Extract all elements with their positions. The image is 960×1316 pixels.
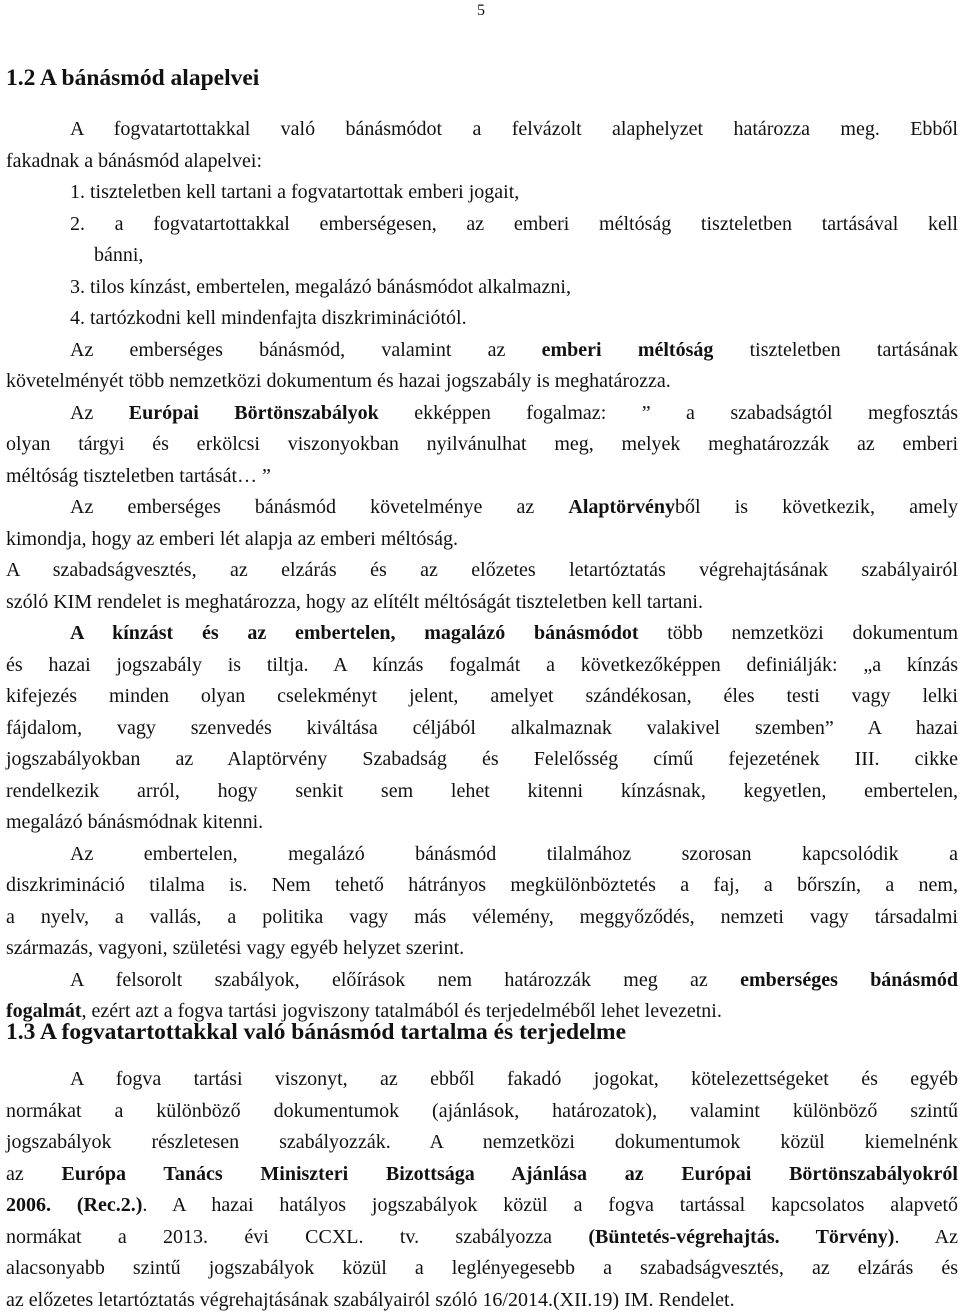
section-body-1-3: [6, 1064, 958, 1316]
section-heading-1-2: 1.2 A bánásmód alapelvei: [6, 63, 259, 93]
paragraph-intro-line: fakadnak a bánásmód alapelvei:: [6, 146, 958, 178]
principle-list-item: 1. tiszteletben kell tartani a fogvatartottak emberi jogait,: [6, 177, 958, 209]
paragraph-line: méltóság tiszteletben tartását… ”: [6, 461, 958, 493]
paragraph-line: [6, 1159, 958, 1191]
paragraph-line: A szabadságvesztés, az elzárás és az előzetes letartóztatás végrehajtásának szabályairól: [6, 555, 958, 587]
page-number: 5: [477, 2, 485, 20]
paragraph-line: [6, 1222, 958, 1254]
paragraph-line: A fogva tartási viszonyt, az ebből fakadó jogokat, kötelezettségeket és egyéb: [6, 1064, 958, 1096]
text-run: ből is következik, amely: [675, 496, 958, 518]
paragraph-line: [6, 1190, 958, 1222]
section-body-1-2: [6, 114, 958, 1028]
paragraph-line: [6, 618, 958, 650]
text-run: ekképpen fogalmaz: ” a szabadságtól megfosztás: [379, 402, 958, 424]
paragraph-line: az előzetes letartóztatás végrehajtásának szabályairól szóló 16/2014.(XII.19) IM. Rendelet.: [6, 1285, 958, 1316]
emphasis-text: emberséges bánásmód: [740, 969, 958, 991]
paragraph-line: és hazai jogszabály is tiltja. A kínzás fogalmát a következőképpen definiálják: „a kínzás: [6, 650, 958, 682]
paragraph-line: a nyelv, a vallás, a politika vagy más vélemény, meggyőződés, nemzeti vagy társadalmi: [6, 902, 958, 934]
principle-list-item-continuation: bánni,: [6, 240, 958, 272]
principle-list-item: 3. tilos kínzást, embertelen, megalázó bánásmódot alkalmazni,: [6, 272, 958, 304]
text-run: Az: [70, 402, 129, 424]
text-run: , ezért azt a fogva tartási jogviszony tatalmából és terjedelméből lehet levezetni.: [82, 1000, 722, 1022]
emphasis-text: 2006. (Rec.2.): [6, 1194, 142, 1216]
paragraph-line: jogszabályok részletesen szabályozzák. A nemzetközi dokumentumok közül kiemelnénk: [6, 1127, 958, 1159]
emphasis-text: (Büntetés-végrehajtás. Törvény): [588, 1226, 894, 1248]
text-run: Az emberséges bánásmód, valamint az: [70, 339, 542, 361]
text-run: . A hazai hatályos jogszabályok közül a fogva tartással kapcsolatos alapvető: [142, 1194, 958, 1216]
text-run: tiszteletben tartásának: [713, 339, 958, 361]
emphasis-text: fogalmát: [6, 1000, 82, 1022]
text-run: Az emberséges bánásmód követelménye az: [70, 496, 568, 518]
paragraph-line: normákat a különböző dokumentumok (ajánlások, határozatok), valamint különböző szintű: [6, 1096, 958, 1128]
principle-list-item: 4. tartózkodni kell mindenfajta diszkriminációtól.: [6, 303, 958, 335]
paragraph-line: kimondja, hogy az emberi lét alapja az emberi méltóság.: [6, 524, 958, 556]
emphasis-text: Alaptörvény: [568, 496, 675, 518]
paragraph-line: [6, 965, 958, 997]
paragraph-line: olyan tárgyi és erkölcsi viszonyokban nyilvánulhat meg, melyek meghatározzák az emberi: [6, 429, 958, 461]
paragraph-line: kifejezés minden olyan cselekményt jelent, amelyet szándékosan, éles testi vagy lelki: [6, 681, 958, 713]
emphasis-text: Európai Börtönszabályok: [129, 402, 379, 424]
paragraph-line: jogszabályokban az Alaptörvény Szabadság és Felelősség című fejezetének III. cikke: [6, 744, 958, 776]
paragraph-line: Az embertelen, megalázó bánásmód tilalmához szorosan kapcsolódik a: [6, 839, 958, 871]
emphasis-text: A kínzást és az embertelen, magalázó bánásmódot: [70, 622, 639, 644]
paragraph-line: [6, 492, 958, 524]
emphasis-text: emberi méltóság: [542, 339, 714, 361]
text-run: normákat a 2013. évi CCXL. tv. szabályozza: [6, 1226, 588, 1248]
section-heading-1-3: 1.3 A fogvatartottakkal való bánásmód tartalma és terjedelme: [6, 1017, 626, 1047]
paragraph-line: [6, 398, 958, 430]
paragraph-line: [6, 335, 958, 367]
text-run: több nemzetközi dokumentum: [639, 622, 959, 644]
text-run: A felsorolt szabályok, előírások nem határozzák meg az: [70, 969, 740, 991]
paragraph-line: megalázó bánásmódnak kitenni.: [6, 807, 958, 839]
text-run: . Az: [894, 1226, 958, 1248]
paragraph-line: alacsonyabb szintű jogszabályok közül a leglényegesebb a szabadságvesztés, az elzárás és: [6, 1253, 958, 1285]
paragraph-line: követelményét több nemzetközi dokumentum és hazai jogszabály is meghatározza.: [6, 366, 958, 398]
paragraph-line: diszkrimináció tilalma is. Nem tehető hátrányos megkülönböztetés a faj, a bőrszín, a nem,: [6, 870, 958, 902]
paragraph-line: rendelkezik arról, hogy senkit sem lehet kitenni kínzásnak, kegyetlen, embertelen,: [6, 776, 958, 808]
paragraph-line: szóló KIM rendelet is meghatározza, hogy az elítélt méltóságát tiszteletben kell tartani.: [6, 587, 958, 619]
principle-list-item: 2. a fogvatartottakkal emberségesen, az emberi méltóság tiszteletben tartásával kell: [6, 209, 958, 241]
paragraph-line: fájdalom, vagy szenvedés kiváltása céljából alkalmaznak valakivel szemben” A hazai: [6, 713, 958, 745]
emphasis-text: Európa Tanács Miniszteri Bizottsága Ajánlása az Európai Börtönszabályokról: [62, 1163, 959, 1185]
paragraph-line: származás, vagyoni, születési vagy egyéb helyzet szerint.: [6, 933, 958, 965]
paragraph-intro-line: A fogvatartottakkal való bánásmódot a felvázolt alaphelyzet határozza meg. Ebből: [6, 114, 958, 146]
text-run: az: [6, 1163, 62, 1185]
